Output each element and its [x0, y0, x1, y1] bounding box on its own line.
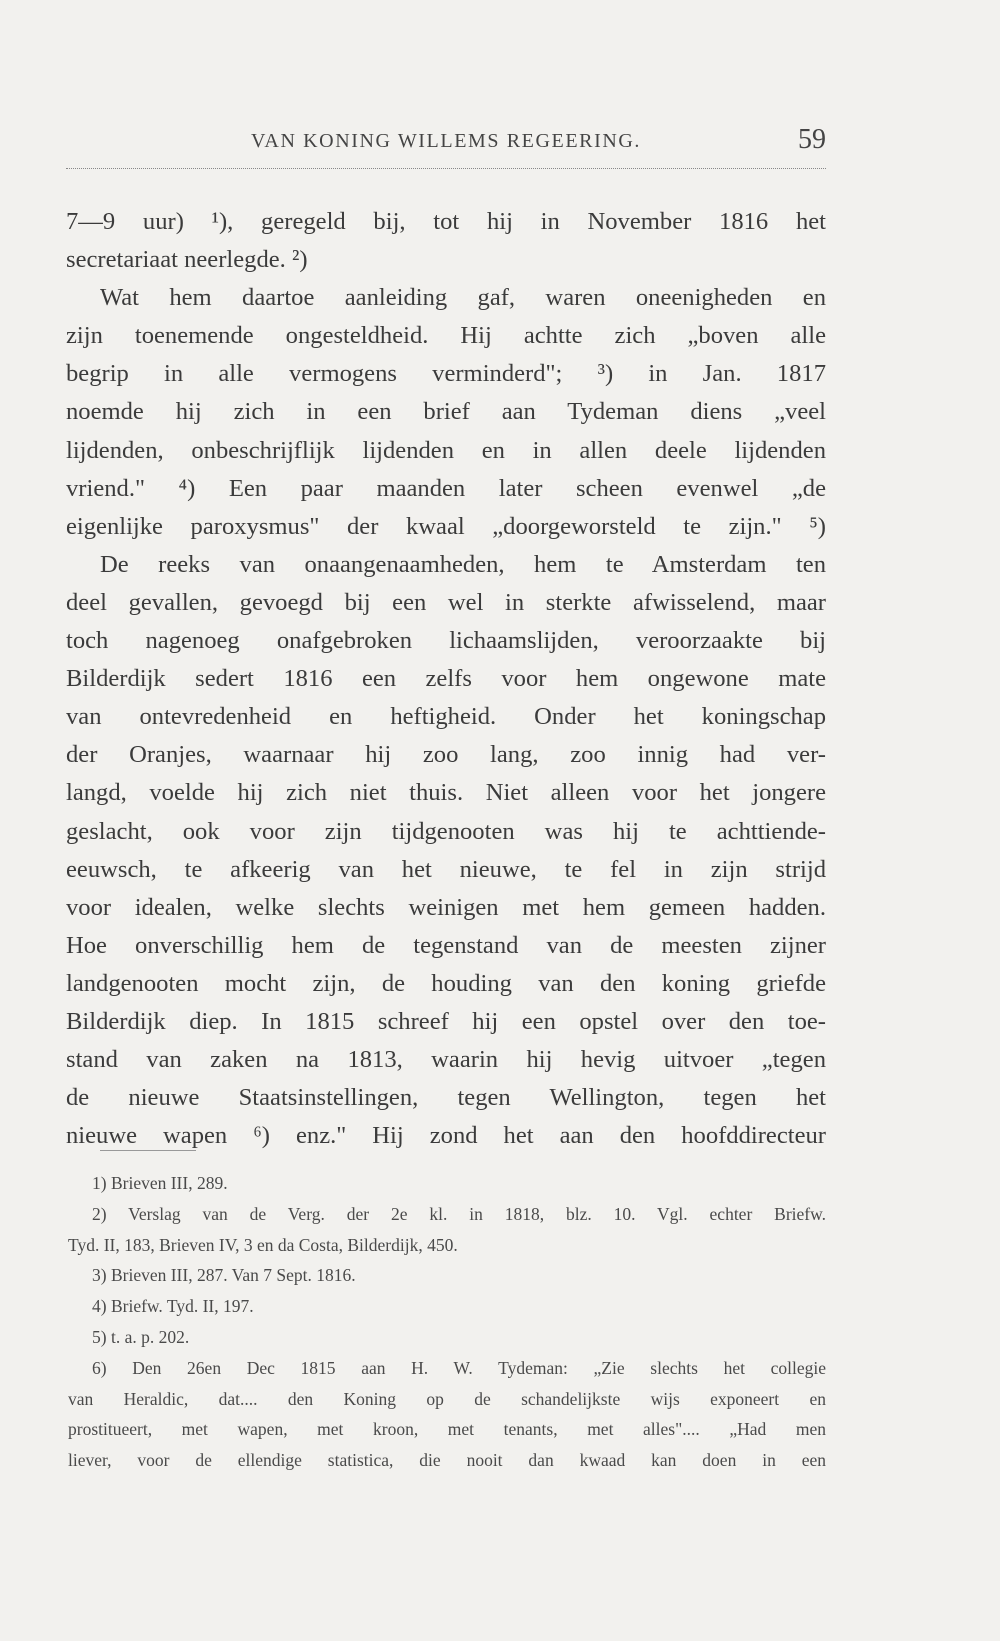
running-title: VAN KONING WILLEMS REGEERING. — [250, 130, 642, 152]
body-line: Bilderdijk sedert 1816 een zelfs voor hem ongewone mate — [66, 665, 826, 693]
body-line: zijn toenemende ongesteldheid. Hij achtte zich „boven alle — [66, 322, 826, 350]
body-line: eeuwsch, te afkeerig van het nieuwe, te fel in zijn strijd — [66, 855, 826, 883]
body-line: eigenlijke paroxysmus" der kwaal „doorgeworsteld te zijn." ⁵) — [66, 512, 826, 540]
body-line: geslacht, ook voor zijn tijdgenooten was hij te achttiende- — [66, 817, 826, 845]
body-line: begrip in alle vermogens verminderd"; ³) in Jan. 1817 — [66, 360, 826, 388]
footnote-rule — [100, 1150, 196, 1151]
body-line: langd, voelde hij zich niet thuis. Niet alleen voor het jongere — [66, 779, 826, 807]
body-line: toch nagenoeg onafgebroken lichaamslijden, veroorzaakte bij — [66, 627, 826, 655]
body-line: nieuwe wapen ⁶) enz." Hij zond het aan den hoofddirecteur — [66, 1122, 826, 1150]
footnote-line: 4) Briefw. Tyd. II, 197. — [92, 1296, 254, 1317]
body-text — [66, 203, 826, 1155]
body-line: van ontevredenheid en heftigheid. Onder het koningschap — [66, 703, 826, 731]
footnote-line: 2) Verslag van de Verg. der 2e kl. in 1818, blz. 10. Vgl. echter Briefw. — [92, 1203, 826, 1224]
footnote-line: prostitueert, met wapen, met kroon, met tenants, met alles".... „Had men — [68, 1419, 826, 1440]
body-line: deel gevallen, gevoegd bij een wel in sterkte afwisselend, maar — [66, 588, 826, 616]
body-line: 7—9 uur) ¹), geregeld bij, tot hij in November 1816 het — [66, 208, 826, 235]
footnote-line: van Heraldic, dat.... den Koning op de schandelijkste wijs exponeert en — [68, 1388, 826, 1409]
page-number: 59 — [798, 124, 826, 155]
body-line: Bilderdijk diep. In 1815 schreef hij een opstel over den toe- — [66, 1007, 826, 1035]
body-line: vriend." ⁴) Een paar maanden later scheen evenwel „de — [66, 474, 826, 502]
footnote-line: 6) Den 26en Dec 1815 aan H. W. Tydeman: „Zie slechts het collegie — [92, 1357, 826, 1378]
body-line: stand van zaken na 1813, waarin hij hevig uitvoer „tegen — [66, 1046, 826, 1074]
header-rule — [66, 168, 826, 175]
footnote-line: 5) t. a. p. 202. — [92, 1326, 190, 1347]
footnote-line: 3) Brieven III, 287. Van 7 Sept. 1816. — [92, 1265, 356, 1286]
footnote-line: 1) Brieven III, 289. — [92, 1173, 228, 1193]
body-line: Wat hem daartoe aanleiding gaf, waren oneenigheden en — [100, 284, 826, 312]
body-line: secretariaat neerlegde. ²) — [66, 246, 308, 274]
body-line: voor idealen, welke slechts weinigen met hem gemeen hadden. — [66, 893, 826, 921]
footnotes — [68, 1168, 826, 1476]
body-line: noemde hij zich in een brief aan Tydeman diens „veel — [66, 398, 826, 426]
body-line: lijdenden, onbeschrijflijk lijdenden en in allen deele lijdenden — [66, 436, 826, 464]
body-line: de nieuwe Staatsinstellingen, tegen Wellington, tegen het — [66, 1084, 826, 1112]
footnote-line: liever, voor de ellendige statistica, die nooit dan kwaad kan doen in een — [68, 1450, 826, 1471]
body-line: der Oranjes, waarnaar hij zoo lang, zoo innig had ver- — [66, 741, 826, 769]
body-line: De reeks van onaangenaamheden, hem te Amsterdam ten — [100, 550, 826, 578]
footnote-line: Tyd. II, 183, Brieven IV, 3 en da Costa, Bilderdijk, 450. — [68, 1234, 458, 1255]
body-line: Hoe onverschillig hem de tegenstand van de meesten zijner — [66, 931, 826, 959]
page-header — [66, 126, 826, 162]
body-line: landgenooten mocht zijn, de houding van den koning griefde — [66, 969, 826, 997]
